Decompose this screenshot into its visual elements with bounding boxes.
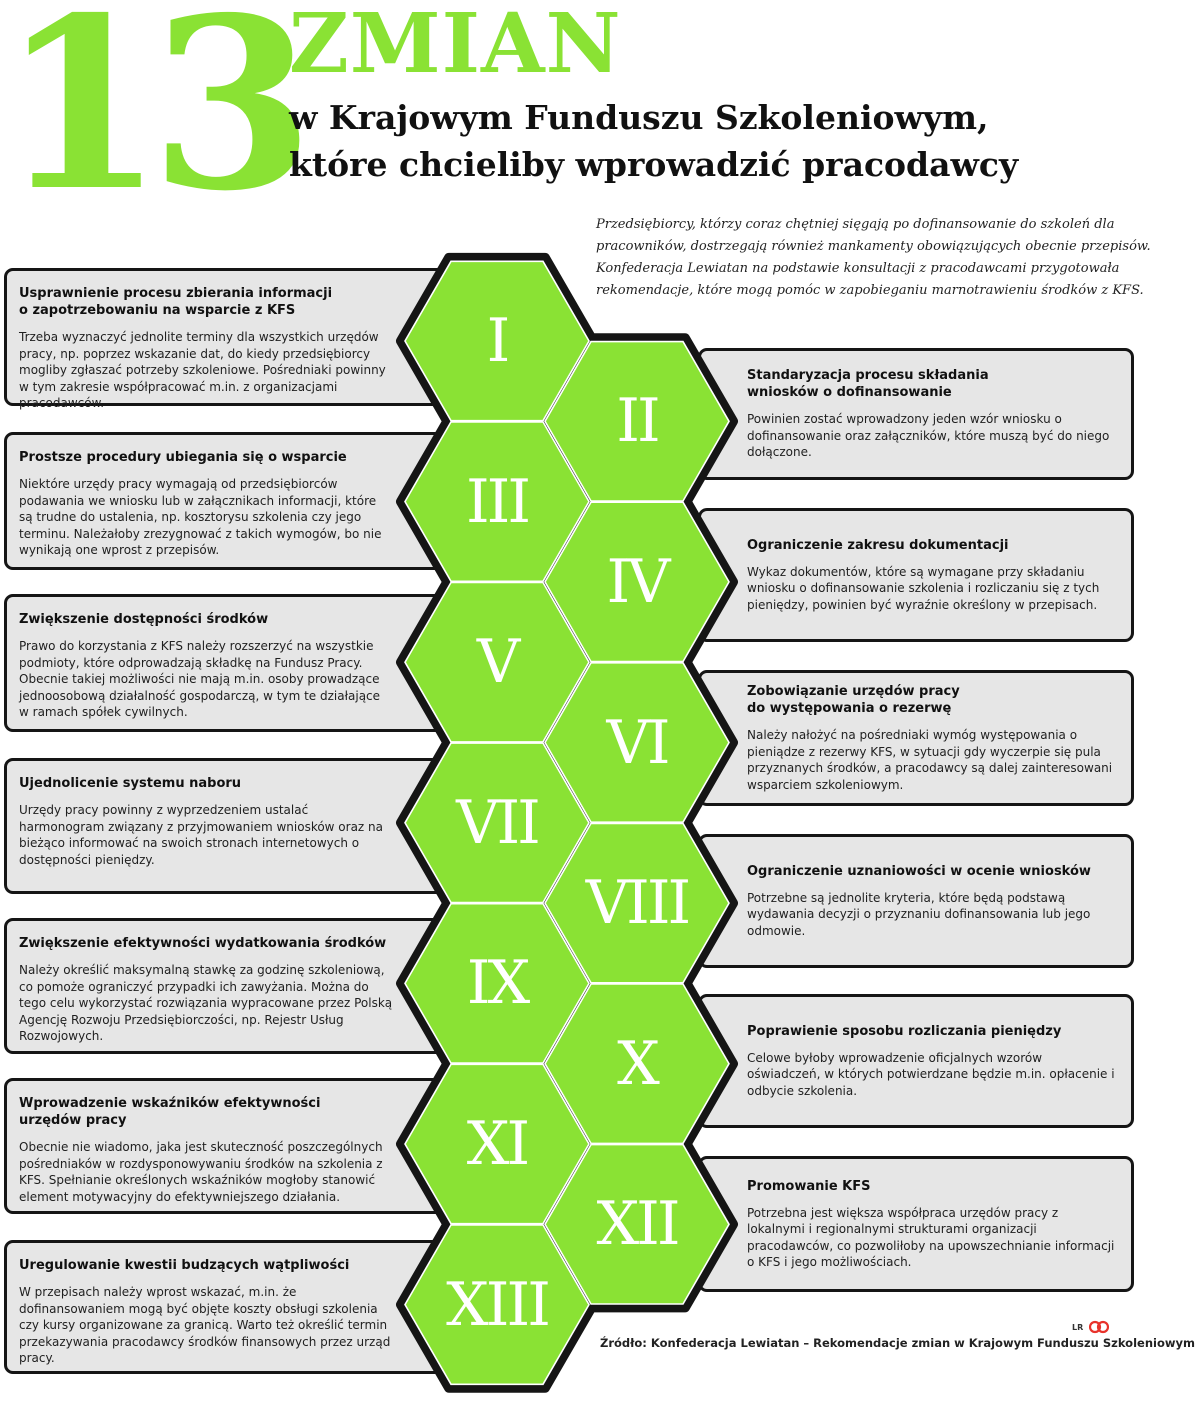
source-note: Źródło: Konfederacja Lewiatan – Rekomendacje zmian w Krajowym Funduszu Szkoleniowym — [600, 1336, 1195, 1350]
roman-numeral-11: XI — [466, 1109, 528, 1179]
item-text: Potrzebna jest większa współpraca urzędów pracy z lokalnymi i regionalnymi strukturami organizacji pracodawców, co pozwoliłoby na upowszechnianie informacji o KFS i jego możliwościach. — [747, 1205, 1115, 1269]
item-text: W przepisach należy wprost wskazać, m.in. że dofinansowaniem mogą być objęte koszty obsługi szkolenia czy kursy organizowane za granicą. Warto też określić termin przekazywania pracodawcy środków finansowych przez urząd pracy. — [19, 1285, 391, 1365]
item-title: Wprowadzenie wskaźników efektywności urzędów pracy — [19, 1096, 321, 1128]
roman-numeral-2: II — [616, 386, 658, 457]
item-text: Należy określić maksymalną stawkę za godzinę szkoleniową, co pomoże ograniczyć przypadki ich zawyżania. Można do tego celu wykorzystać rozwiązania wypracowane przez Polską Agencję Rozwoju Przedsiębiorczości, np. Rejestr Usług Rozwojowych. — [19, 963, 393, 1043]
logo-mark-icon — [1089, 1320, 1109, 1334]
roman-numeral-13: XIII — [446, 1269, 548, 1340]
item-text: Obecnie nie wiadomo, jaka jest skuteczność poszczególnych pośredniaków w rozdysponowywaniu środków na szkolenia z KFS. Spełnianie określonych wskaźników mogłoby stanowić element motywacyjny do efektywniejszego działania. — [19, 1140, 383, 1204]
roman-numeral-9: IX — [466, 948, 528, 1019]
roman-numeral-7: VII — [456, 787, 538, 858]
roman-numeral-12: XII — [596, 1189, 678, 1260]
item-title: Ograniczenie uznaniowości w ocenie wniosków — [747, 863, 1091, 879]
item-text: Urzędy pracy powinny z wyprzedzeniem ustalać harmonogram związany z przyjmowaniem wniosków oraz na bieżąco informować na swoich stronach internetowych o dostępności pieniędzy. — [19, 803, 384, 867]
item-text: Prawo do korzystania z KFS należy rozszerzyć na wszystkie podmioty, które odprowadzają składkę na Fundusz Pracy. Obecnie takiej możliwości nie mają m.in. osoby prowadzące jednoosobową działalność gospodarczą, w tym te działające w ramach spółek cywilnych. — [19, 639, 381, 719]
roman-numeral-3: III — [465, 466, 529, 537]
item-text: Należy nałożyć na pośredniaki wymóg występowania o pieniądze z rezerwy KFS, w sytuacji gdy wyczerpie się pula przyznanych środków, a pracodawcy są dalej zainteresowani wsparciem szkoleniowym. — [747, 728, 1113, 792]
subheadline-line-1: w Krajowym Funduszu Szkoleniowym, — [289, 98, 989, 137]
roman-numeral-8: VIII — [585, 868, 689, 939]
roman-numeral-10: X — [617, 1028, 657, 1099]
logo-text: LR — [1072, 1322, 1084, 1332]
roman-numeral-1: I — [486, 306, 508, 376]
item-text: Niektóre urzędy pracy wymagają od przedsiębiorców podawania we wniosku lub w załącznikach informacji, które są trudne do ustalenia, np. kosztorysu szkolenia czy jego terminu. Należałoby zrezygnować z takich wymogów, bo nie wynikają one wprost z przepisów. — [19, 477, 382, 557]
item-text: Potrzebne są jednolite kryteria, które będą podstawą wydawania decyzji o przyznaniu dofinansowania lub jego odmowie. — [747, 890, 1091, 938]
item-title: Zobowiązanie urzędów pracy do występowania o rezerwę — [747, 684, 960, 716]
subheadline-line-2: które chcieliby wprowadzić pracodawcy — [289, 145, 1019, 184]
item-text: Celowe byłoby wprowadzenie oficjalnych wzorów oświadczeń, w których potwierdzane będzie m.in. opłacenie i odbycie szkolenia. — [747, 1050, 1115, 1098]
item-title: Usprawnienie procesu zbierania informacji o zapotrzebowaniu na wsparcie z KFS — [19, 286, 333, 318]
item-title: Ujednolicenie systemu naboru — [19, 776, 242, 791]
item-title: Uregulowanie kwestii budzących wątpliwości — [19, 1258, 350, 1273]
headline: ZMIAN — [289, 0, 622, 92]
item-text: Wykaz dokumentów, które są wymagane przy składaniu wniosku o dofinansowanie szkolenia i rozliczaniu się z tych pieniędzy, powinien być wyraźnie określony w przepisach. — [747, 564, 1100, 612]
roman-numeral-5: V — [476, 627, 518, 698]
item-text: Trzeba wyznaczyć jednolite terminy dla wszystkich urzędów pracy, np. poprzez wskazanie dat, do kiedy przedsiębiorcy mogliby zgłaszać potrzeby szkoleniowe. Pośredniaki powinny w tym zakresie współpracować m.in. z organizacjami pracodawców. — [19, 330, 386, 410]
item-title: Zwiększenie dostępności środków — [19, 612, 269, 627]
item-title: Promowanie KFS — [747, 1178, 871, 1194]
item-title: Poprawienie sposobu rozliczania pieniędzy — [747, 1023, 1062, 1039]
item-title: Prostsze procedury ubiegania się o wsparcie — [19, 450, 347, 465]
big-number-13: 13 — [0, 0, 301, 243]
item-title: Ograniczenie zakresu dokumentacji — [747, 537, 1009, 553]
publisher-logo — [1072, 1320, 1109, 1334]
intro-paragraph: Przedsiębiorcy, którzy coraz chętniej sięgają po dofinansowanie do szkoleń dla pracowników, dostrzegają również mankamenty obowiązujących obecnie przepisów. Konfederacja Lewiatan na podstawie konsultacji z pracodawcami przygotowała rekomendacje, które mogą pomóc w zapobieganiu marnotrawieniu środków z KFS. — [596, 217, 1151, 298]
item-title: Standaryzacja procesu składania wniosków o dofinansowanie — [747, 368, 989, 401]
roman-numeral-4: IV — [606, 546, 668, 617]
roman-numeral-6: VI — [606, 707, 668, 778]
item-title: Zwiększenie efektywności wydatkowania środków — [19, 936, 387, 951]
item-text: Powinien zostać wprowadzony jeden wzór wniosku o dofinansowanie oraz załączników, które muszą być do niego dołączone. — [747, 412, 1110, 460]
